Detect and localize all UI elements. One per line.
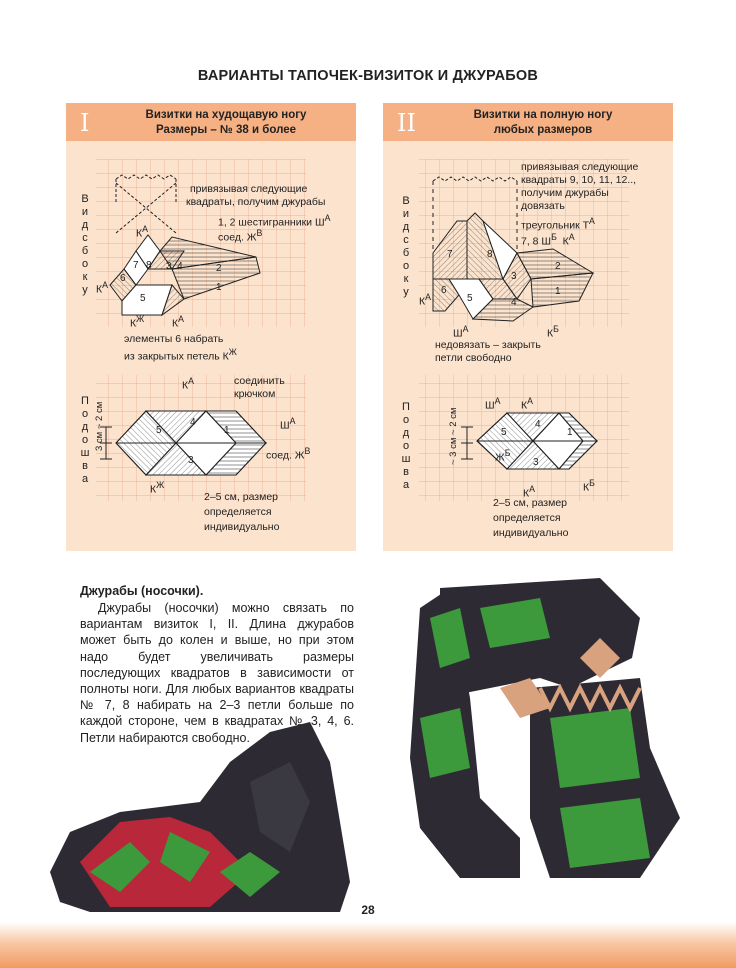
bottom-note-1: элементы 6 набрать <box>124 333 224 345</box>
size-note-2: определяется <box>204 506 272 518</box>
bottom-note-1: недовязать – закрыть <box>435 339 541 351</box>
size-note-3: индивидуально <box>204 521 280 533</box>
k-label: $К^Ж$ <box>150 480 165 496</box>
panel-1-sole-label: П о д о ш в а <box>80 395 90 485</box>
side-note-4: соед. $Ж^В$ <box>218 228 263 244</box>
side-number: 2 <box>555 261 561 272</box>
k-label: $К^А$ <box>182 376 194 392</box>
side-number: 4 <box>511 297 517 308</box>
side-note-6: 7, 8 $Ш^Б$ $К^А$ <box>521 232 575 248</box>
sole-number: 3 <box>533 457 539 468</box>
sole-note-1: соединить <box>234 375 285 387</box>
k-label: $К^Б$ <box>583 478 595 494</box>
side-note-3: получим джурабы <box>521 187 609 199</box>
side-note-4: довязать <box>521 200 565 212</box>
dimension-label: ~ 3 см ~ 2 см <box>448 407 459 465</box>
sole-joint-label: соед. $Ж^В$ <box>266 446 311 462</box>
sole-number: 3 <box>188 455 194 466</box>
size-note-1: 2–5 см, размер <box>204 491 279 503</box>
side-number: 8 <box>487 249 493 260</box>
side-number: 6 <box>441 285 447 296</box>
sh-label: $Ш^А$ <box>453 324 469 340</box>
panel-1-side-view-diagram <box>66 103 356 551</box>
page-number: 28 <box>361 903 375 917</box>
side-number: 5 <box>467 293 473 304</box>
size-note-1: 2–5 см, размер <box>493 497 568 509</box>
sole-number: 4 <box>190 417 196 428</box>
panel-1-heading: Визитки на худощавую ногу Размеры – № 38 и более <box>145 109 307 136</box>
panel-1-side-label: В и д с б о к у <box>81 193 89 296</box>
k-label: $К^А$ <box>96 280 108 296</box>
side-note-1: привязывая следующие <box>190 183 308 195</box>
side-note-3: 1, 2 шестигранники $Ш^А$ <box>218 213 331 229</box>
k-label: $К^А$ <box>521 396 533 412</box>
article-body: Джурабы (носочки) можно связать по вариантам визиток I, II. Длина джурабов может быть до колен и выше, но при этом надо будет увеличивать размеры последующих квадратов в зависимости от полноты ноги. Для любых вариантов квадраты № 7, 8 набирать на 2–3 петли больше по каждой стороне, чем в квадратах № 3, 4, 6. Петли набираются свободно. <box>80 601 354 745</box>
side-note-2: квадраты, получим джурабы <box>186 196 326 208</box>
side-note-5: треугольник $Т^А$ <box>521 216 595 232</box>
side-number: 7 <box>133 260 139 271</box>
panel-1-numeral: I <box>80 109 90 137</box>
side-number: 5 <box>140 293 146 304</box>
k-label: $К^А$ <box>172 314 184 330</box>
sole-number: 5 <box>156 425 162 436</box>
bottom-note-2: петли свободно <box>435 352 512 364</box>
side-note-2: квадраты 9, 10, 11, 12.., <box>521 174 637 186</box>
sole-number: 4 <box>535 419 541 430</box>
zh-label: $Ж^Б$ <box>495 448 511 464</box>
footer-gradient-bar <box>0 922 736 968</box>
side-note-1: привязывая следующие <box>521 161 639 173</box>
sole-sh-label: $Ш^А$ <box>280 416 296 432</box>
panel-variant-2 <box>383 103 673 551</box>
k-label: $К^А$ <box>523 484 535 500</box>
sh-label: $Ш^А$ <box>485 396 501 412</box>
side-number: 1 <box>555 286 561 297</box>
bottom-note-2: из закрытых петель $К^Ж$ <box>124 347 237 363</box>
page-title: ВАРИАНТЫ ТАПОЧЕК-ВИЗИТОК И ДЖУРАБОВ <box>197 68 539 84</box>
k-label: $К^Б$ <box>547 324 559 340</box>
side-number: 3, 4 <box>166 261 183 272</box>
slipper-photo <box>50 722 350 922</box>
panel-2-heading: Визитки на полную ногу любых размеров <box>473 109 613 136</box>
dimension-label: 3 см ~ 2 см <box>94 401 105 451</box>
side-number: 3 <box>511 271 517 282</box>
sole-number: 5 <box>501 427 507 438</box>
side-number: 7 <box>447 249 453 260</box>
sole-number: 1 <box>224 425 230 436</box>
side-number: 2 <box>216 263 222 274</box>
k-label: $К^Ж$ <box>130 314 145 330</box>
k-label: $К^А$ <box>136 224 148 240</box>
side-number: 6 <box>120 273 126 284</box>
panel-variant-1 <box>66 103 356 551</box>
socks-photo <box>400 578 690 888</box>
size-note-3: индивидуально <box>493 527 569 539</box>
sole-note-2: крючком <box>234 388 276 400</box>
size-note-2: определяется <box>493 512 561 524</box>
panel-2-numeral: II <box>397 109 416 137</box>
side-number: 8 <box>146 260 152 271</box>
panel-2-side-label: В и д с б о к у <box>402 195 410 298</box>
sole-number: 1 <box>567 427 573 438</box>
article-heading: Джурабы (носочки). <box>80 584 204 598</box>
k-label: $К^А$ <box>419 292 431 308</box>
side-number: 1 <box>216 282 222 293</box>
panel-2-sole-label: П о д о ш в а <box>401 401 411 491</box>
